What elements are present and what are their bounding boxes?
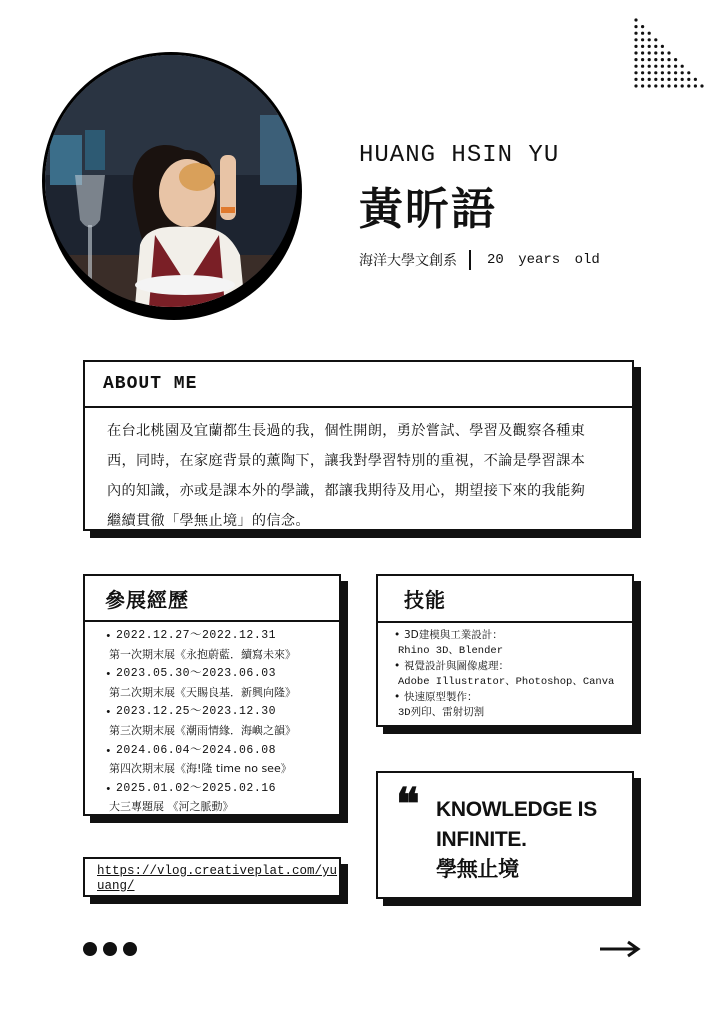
about-text xyxy=(85,408,632,536)
exhibition-title: 第一次期末展《永抱蔚藍．續寫未來》 xyxy=(109,647,296,661)
skill-category: • 3D建模與工業設計： xyxy=(394,629,503,641)
decor-dot xyxy=(634,84,637,87)
decor-dot xyxy=(681,65,684,68)
about-heading: ABOUT ME xyxy=(103,374,198,394)
name-english: HUANG HSIN YU xyxy=(359,142,560,169)
quote-line: KNOWLEDGE IS xyxy=(436,798,597,821)
exhibition-date: • 2023.05.30～2023.06.03 xyxy=(105,667,276,680)
skills-heading: 技能 xyxy=(404,588,446,612)
decor-dot xyxy=(648,51,651,54)
skill-tools: 3D列印、雷射切割 xyxy=(398,706,485,719)
decor-dot xyxy=(661,71,664,74)
exhibitions-list xyxy=(85,622,339,817)
decor-dot xyxy=(681,84,684,87)
decor-dot xyxy=(648,45,651,48)
decor-dot xyxy=(687,71,690,74)
dot xyxy=(103,942,117,956)
list-item xyxy=(394,628,632,659)
dot-triangle-icon xyxy=(630,14,710,89)
dot xyxy=(83,942,97,956)
list-item xyxy=(105,664,339,702)
decor-dot xyxy=(648,78,651,81)
decor-dot xyxy=(674,58,677,61)
quote-text xyxy=(436,795,597,885)
decor-dot xyxy=(667,84,670,87)
decor-dot xyxy=(694,78,697,81)
decor-dot xyxy=(661,84,664,87)
exhibitions-heading: 參展經歷 xyxy=(105,587,189,612)
decor-dot xyxy=(661,45,664,48)
decor-dot xyxy=(674,78,677,81)
decor-dot xyxy=(654,71,657,74)
decor-dot xyxy=(648,58,651,61)
decor-dot xyxy=(667,51,670,54)
decor-dot xyxy=(667,58,670,61)
link-card xyxy=(83,857,341,897)
decor-dot xyxy=(641,78,644,81)
list-item xyxy=(105,779,339,817)
quote-card xyxy=(376,771,634,899)
decor-dot xyxy=(674,71,677,74)
exhibition-title: 第四次期末展《海!隆 time no see》 xyxy=(109,762,292,776)
decor-dot xyxy=(661,51,664,54)
list-item xyxy=(105,626,339,664)
decor-dot xyxy=(641,58,644,61)
decor-dot xyxy=(648,38,651,41)
quote-line: INFINITE. xyxy=(436,828,527,851)
exhibitions-card xyxy=(83,574,341,816)
decor-dot xyxy=(634,38,637,41)
quote-line: 學無止境 xyxy=(436,858,519,881)
list-item xyxy=(105,702,339,740)
decor-dot xyxy=(681,71,684,74)
dot xyxy=(123,942,137,956)
decor-dot xyxy=(648,71,651,74)
decor-dot xyxy=(634,71,637,74)
decor-dot xyxy=(667,78,670,81)
decor-dot xyxy=(687,84,690,87)
exhibitions-header xyxy=(85,576,339,622)
exhibition-date: • 2024.06.04～2024.06.08 xyxy=(105,744,276,757)
decor-dot xyxy=(634,18,637,21)
decor-dot xyxy=(654,51,657,54)
decor-dot xyxy=(634,65,637,68)
decor-dot xyxy=(667,71,670,74)
decor-dot xyxy=(700,84,703,87)
list-item xyxy=(105,741,339,779)
decor-dot xyxy=(661,78,664,81)
skills-header xyxy=(378,576,632,623)
decor-dot xyxy=(641,65,644,68)
skill-category: • 快速原型製作： xyxy=(394,691,478,703)
arrow-right-icon[interactable] xyxy=(598,938,642,960)
decor-dot xyxy=(641,45,644,48)
skill-category: • 視覺設計與圖像處理： xyxy=(394,660,509,672)
list-item xyxy=(394,659,632,690)
decor-dot xyxy=(681,78,684,81)
decor-dot xyxy=(648,65,651,68)
decor-dot xyxy=(687,78,690,81)
decor-dot xyxy=(641,25,644,28)
about-line: 西，同時，在家庭背景的薰陶下，讓我對學習特別的重視，不論是學習課本 xyxy=(107,453,586,469)
decor-dot xyxy=(634,58,637,61)
decor-dot xyxy=(641,71,644,74)
decor-dot xyxy=(674,65,677,68)
about-card xyxy=(83,360,634,531)
decor-dot xyxy=(648,84,651,87)
name-chinese: 黃昕語 xyxy=(359,184,497,235)
about-line: 內的知識，亦或是課本外的學識，都讓我期待及用心，期望接下來的我能夠 xyxy=(107,483,586,499)
about-line: 繼續貫徹「學無止境」的信念。 xyxy=(107,513,310,529)
divider xyxy=(469,250,471,270)
decor-dot xyxy=(654,65,657,68)
exhibition-title: 第三次期末展《潮雨情緣．海嶼之韻》 xyxy=(109,723,296,737)
skill-tools: Adobe Illustrator、Photoshop、Canva xyxy=(398,675,615,688)
decor-dot xyxy=(648,32,651,35)
decor-dot xyxy=(641,84,644,87)
decor-dot xyxy=(654,45,657,48)
school-label: 海洋大學文創系 xyxy=(359,253,457,269)
decor-dot xyxy=(641,38,644,41)
decor-dot xyxy=(654,78,657,81)
age-label: 20 years old xyxy=(487,252,600,268)
portfolio-link[interactable]: https://vlog.creativeplat.com/yuuang/ xyxy=(97,864,338,893)
decor-dot xyxy=(654,84,657,87)
decor-dot xyxy=(641,32,644,35)
exhibition-date: • 2022.12.27～2022.12.31 xyxy=(105,629,276,642)
decor-dot xyxy=(634,51,637,54)
decor-dot xyxy=(654,38,657,41)
exhibition-date: • 2025.01.02～2025.02.16 xyxy=(105,782,276,795)
decor-dot xyxy=(634,45,637,48)
about-header xyxy=(85,362,632,408)
decor-dot xyxy=(694,84,697,87)
avatar xyxy=(42,52,300,310)
decor-dot xyxy=(634,78,637,81)
profile-photo xyxy=(42,52,304,322)
decor-dot xyxy=(667,65,670,68)
skills-list xyxy=(378,623,632,722)
exhibition-title: 第二次期末展《天賜良基．新興向隆》 xyxy=(109,685,296,699)
decor-dot xyxy=(661,58,664,61)
skills-card xyxy=(376,574,634,727)
quote-mark-icon: ❝ xyxy=(396,779,420,830)
decor-dot xyxy=(674,84,677,87)
decor-dot xyxy=(641,51,644,54)
about-line: 在台北桃園及宜蘭都生長過的我，個性開朗，勇於嘗試、學習及觀察各種東 xyxy=(107,423,586,439)
decor-dot xyxy=(634,32,637,35)
skill-tools: Rhino 3D、Blender xyxy=(398,644,504,657)
list-item xyxy=(394,690,632,721)
decor-dot xyxy=(661,65,664,68)
exhibition-date: • 2023.12.25～2023.12.30 xyxy=(105,705,276,718)
decor-dot xyxy=(634,25,637,28)
profile-meta xyxy=(359,250,600,270)
three-dots-icon xyxy=(83,942,137,956)
decor-dot xyxy=(654,58,657,61)
exhibition-title: 大三專題展 《河之脈動》 xyxy=(109,800,234,814)
